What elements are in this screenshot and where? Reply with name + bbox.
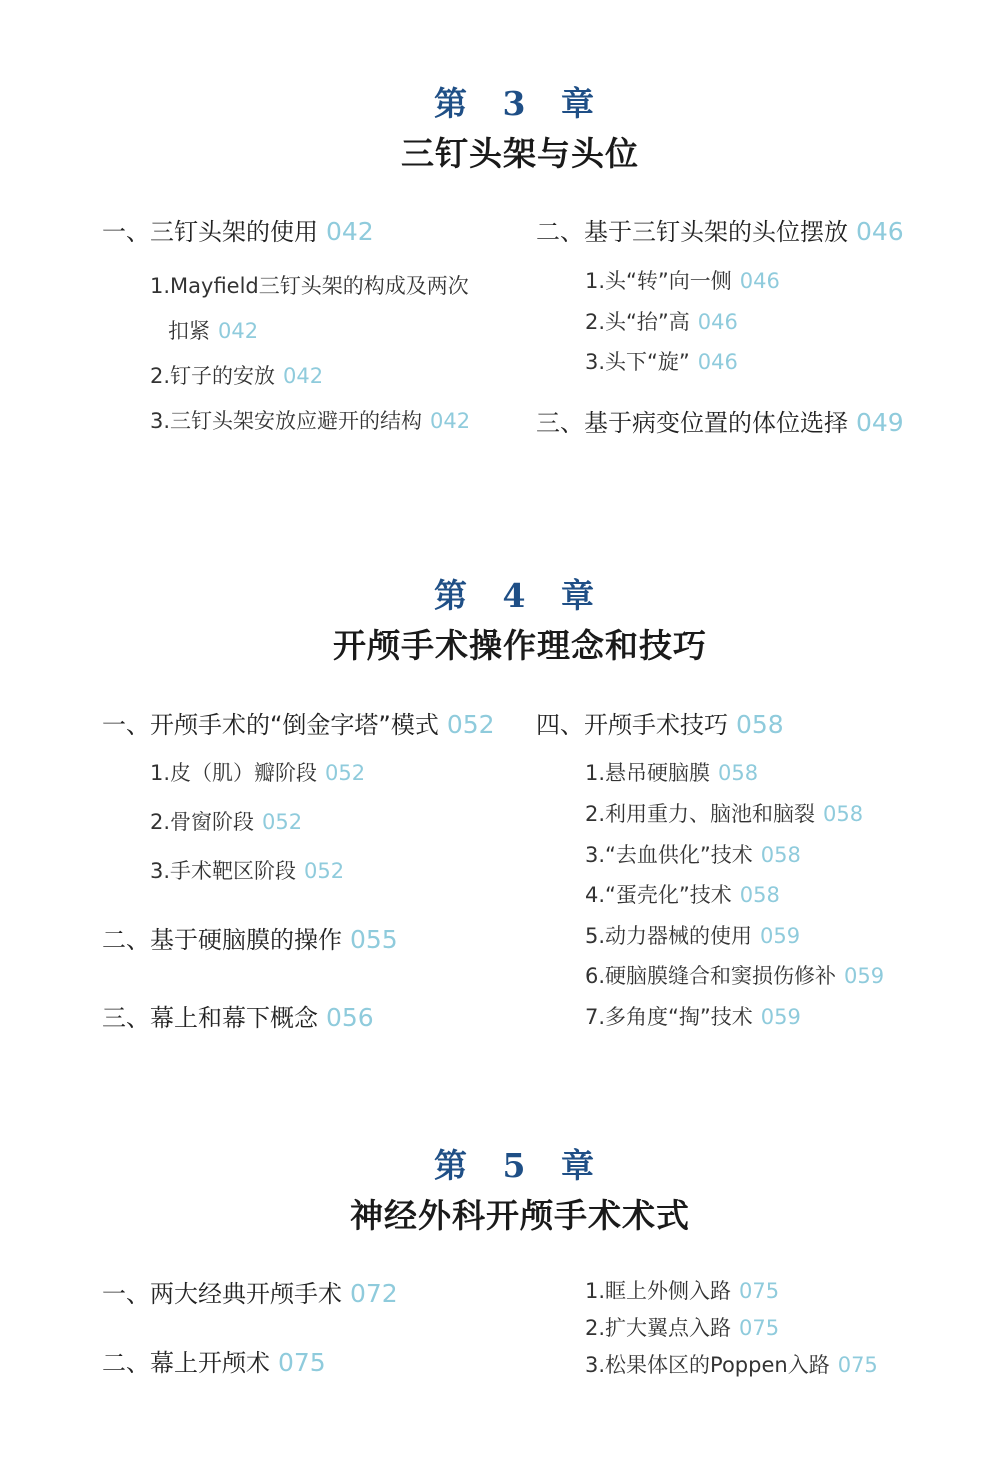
page-number: 058 [736,710,784,739]
page-number: 056 [326,1003,374,1032]
page-number: 058 [823,802,864,826]
toc-entry[interactable]: 一、三钉头架的使用 042 [102,217,374,246]
page-number: 072 [350,1279,398,1308]
chapter-title: 神经外科开颅手术术式 [350,1196,690,1235]
page-number: 055 [350,925,398,954]
page-number: 042 [218,319,259,343]
toc-entry[interactable]: 4.“蛋壳化”技术 058 [585,883,780,907]
toc-entry[interactable]: 2.扩大翼点入路 075 [585,1316,780,1340]
toc-entry[interactable]: 6.硬脑膜缝合和窦损伤修补 059 [585,964,885,988]
toc-entry[interactable]: 3.头下“旋” 046 [585,350,738,374]
page-number: 046 [697,310,738,334]
page-number: 058 [718,761,759,785]
toc-entry[interactable]: 二、基于三钉头架的头位摆放 046 [536,217,904,246]
page-number: 052 [304,859,345,883]
toc-entry[interactable]: 1.眶上外侧入路 075 [585,1279,780,1303]
page-number: 075 [739,1279,780,1303]
page-number: 075 [837,1353,878,1377]
toc-entry[interactable]: 一、两大经典开颅手术 072 [102,1279,398,1308]
page-number: 058 [739,883,780,907]
toc-entry[interactable]: 2.骨窗阶段 052 [150,810,303,834]
page-number: 046 [739,269,780,293]
page-number: 059 [760,1005,801,1029]
toc-entry[interactable]: 二、幕上开颅术 075 [102,1348,326,1377]
page-number: 052 [325,761,366,785]
toc-entry[interactable]: 3.三钉头架安放应避开的结构 042 [150,409,471,433]
page-number: 052 [262,810,303,834]
toc-entry[interactable]: 3.“去血供化”技术 058 [585,843,801,867]
toc-entry[interactable]: 2.头“抬”高 046 [585,310,738,334]
toc-entry[interactable]: 四、开颅手术技巧 058 [536,710,784,739]
toc-entry[interactable]: 三、基于病变位置的体位选择 049 [536,408,904,437]
page-number: 058 [760,843,801,867]
chapter-number: 第 3 章 [434,84,606,123]
page-number: 052 [446,710,495,739]
toc-entry[interactable]: 1.悬吊硬脑膜 058 [585,761,759,785]
toc-entry[interactable]: 1.Mayfield三钉头架的构成及两次 [150,274,469,298]
toc-entry[interactable]: 3.松果体区的Poppen入路 075 [585,1353,878,1377]
toc-entry[interactable]: 5.动力器械的使用 059 [585,924,801,948]
chapter-number: 第 5 章 [434,1146,606,1185]
toc-entry[interactable]: 二、基于硬脑膜的操作 055 [102,925,398,954]
toc-entry[interactable]: 2.钉子的安放 042 [150,364,324,388]
toc-entry[interactable]: 2.利用重力、脑池和脑裂 058 [585,802,864,826]
page-number: 059 [844,964,885,988]
chapter-number: 第 4 章 [434,576,606,615]
toc-entry[interactable]: 7.多角度“掏”技术 059 [585,1005,801,1029]
toc-entry[interactable]: 扣紧 042 [168,319,259,343]
toc-entry[interactable]: 一、开颅手术的“倒金字塔”模式 052 [102,710,495,739]
page-number: 075 [278,1348,326,1377]
page-number: 046 [697,350,738,374]
toc-entry[interactable]: 1.皮（肌）瓣阶段 052 [150,761,366,785]
page-number: 046 [856,217,904,246]
toc-entry[interactable]: 3.手术靶区阶段 052 [150,859,345,883]
page-number: 075 [739,1316,780,1340]
page-number: 049 [856,408,904,437]
page-number: 042 [283,364,324,388]
page-number: 042 [430,409,471,433]
page-number: 042 [326,217,374,246]
toc-entry[interactable]: 1.头“转”向一侧 046 [585,269,780,293]
chapter-title: 开颅手术操作理念和技巧 [333,626,707,665]
chapter-title: 三钉头架与头位 [401,134,639,173]
page-number: 059 [760,924,801,948]
toc-entry[interactable]: 三、幕上和幕下概念 056 [102,1003,374,1032]
